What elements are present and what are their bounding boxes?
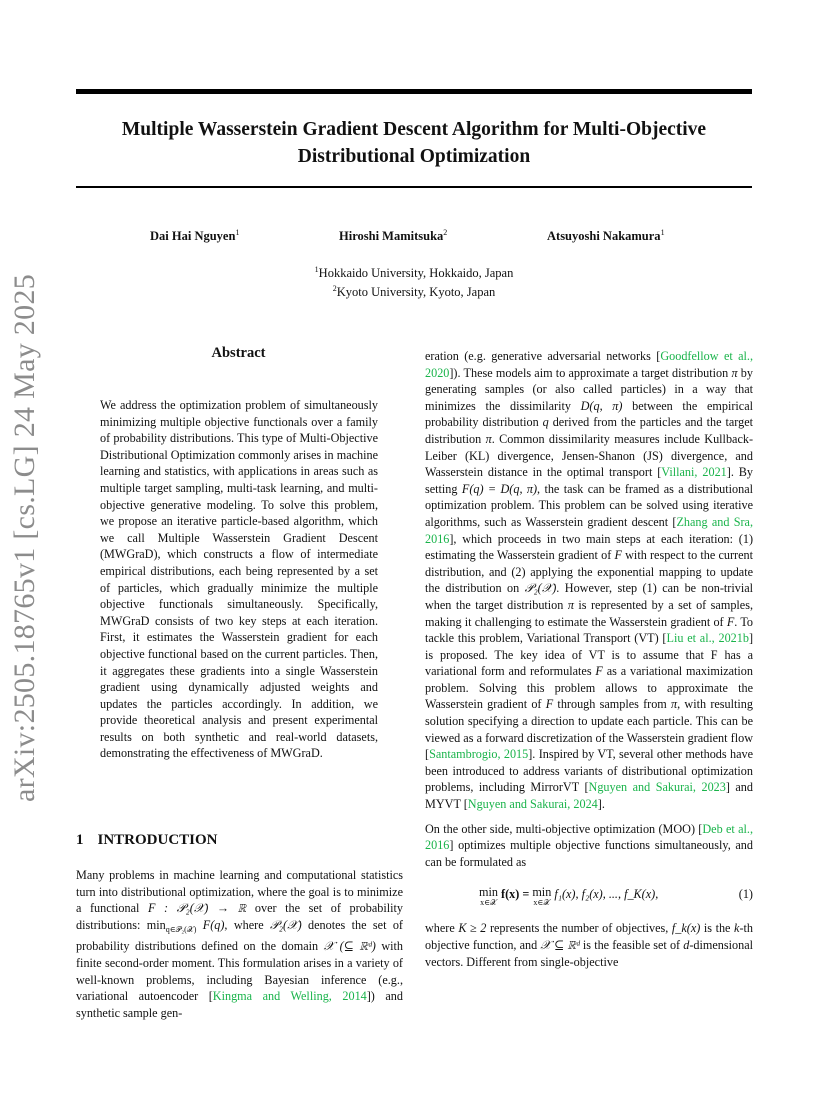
section-heading <box>76 832 218 849</box>
intro-paragraph-1: Many problems in machine learning and computational statistics turn into distributional optimization, where the goal is to minimize a functional F : 𝒫₂(𝒳) → ℝ over the set of probability distributions: $\min_{q\in 𝒫_2(𝒳)} F(q)$, where 𝒫₂(𝒳) denotes the set of probability distributions defined on the domain 𝒳 (⊆ ℝᵈ) with finite second-order moment. This formulation arises in a variety of well-known problems, including Bayesian inference (e.g., variational autoencoder [Kingma and Welling, 2014]) and synthetic sample gen- <box>76 868 403 1020</box>
citation-link[interactable]: Liu et al., 2021b <box>666 631 749 646</box>
title-line-2: Distributional Optimization <box>297 146 531 167</box>
citation-link[interactable]: Nguyen and Sakurai, 2024 <box>467 797 598 812</box>
paper-title <box>76 116 752 170</box>
abstract-heading: Abstract <box>211 345 266 361</box>
affiliation-2: $^2$Kyoto University, Kyoto, Japan <box>332 284 496 300</box>
title-line-1: Multiple Wasserstein Gradient Descent Algorithm for Multi-Objective <box>121 119 707 140</box>
intro-left-column <box>76 867 403 1021</box>
citation-link[interactable]: Zhang and Sra, 2016 <box>425 514 753 546</box>
affiliation-1: $^1$Hokkaido University, Hokkaido, Japan <box>314 265 514 281</box>
section-number: 1 <box>76 832 84 848</box>
intro-paragraph-2: eration (e.g. generative adversarial networks [Goodfellow et al., 2020]). These models aim to approximate a target distribution π by generating samples (or also called particles) in a way that minimizes the dissimilarity D(q, π) between the empirical probability distribution q derived from the particles and the target distribution π. Common dissimilarity measures include Kullback-Leiber (KL) divergence, Jensen-Shanon (JS) divergence, and Wasserstein distance in the optimal transport [Villani, 2021]. By setting F(q) = D(q, π), the task can be framed as a distributional optimization problem. This problem can be solved using iterative algorithms, such as Wasserstein gradient descent [Zhang and Sra, 2016], which proceeds in two main steps at each iteration: (1) estimating the Wasserstein gradient of F with respect to the current distribution, and (2) applying the exponential mapping to update the distribution on 𝒫₂(𝒳). However, step (1) can be non-trivial when the target distribution π is represented by a set of samples, making it challenging to estimate the Wasserstein gradient of F. To tackle this problem, Variational Transport (VT) [Liu et al., 2021b] is proposed. The key idea of VT is to assume that F has a variational form and reformulates F as a variational maximization problem. Solving this problem allows to approximate the Wasserstein gradient of F through samples from π, with resulting solution specifying a direction to update each particle. This can be viewed as a forward discretization of the Wasserstein gradient flow [Santambrogio, 2015]. Inspired by VT, several other methods have been introduced to address variants of distributional optimization problems, including MirrorVT [Nguyen and Sakurai, 2023] and MYVT [Nguyen and Sakurai, 2024]. <box>425 349 754 812</box>
affiliations <box>0 262 828 300</box>
equation-number: (1) <box>738 887 753 902</box>
intro-paragraph-3: On the other side, multi-objective optimization (MOO) [Deb et al., 2016] optimizes multiple objective functions simultaneously, and can be formulated as <box>425 821 753 869</box>
citation-link[interactable]: Villani, 2021 <box>661 465 727 480</box>
intro-right-column <box>425 348 753 970</box>
citation-link[interactable]: Goodfellow et al., 2020 <box>425 349 754 380</box>
equation-body: min x∈𝒳 f(x) = min x∈𝒳 f₁(x), f₂(x), ..., f_K(x), <box>479 885 659 908</box>
title-top-rule <box>76 89 752 94</box>
author-3: Atsuyoshi Nakamura$^1$ <box>547 228 665 244</box>
author-1: Dai Hai Nguyen$^1$ <box>150 228 240 244</box>
title-bottom-rule <box>76 186 752 188</box>
citation-link[interactable]: Deb et al., 2016 <box>425 821 753 853</box>
section-title: INTRODUCTION <box>97 832 218 848</box>
author-2: Hiroshi Mamitsuka$^2$ <box>339 228 448 244</box>
citation-link[interactable]: Nguyen and Sakurai, 2023 <box>588 780 726 795</box>
intro-paragraph-4: where K ≥ 2 represents the number of objectives, f_k(x) is the k-th objective function, and 𝒳 ⊆ ℝᵈ is the feasible set of d-dimensional vectors. Different from single-objective <box>425 921 753 969</box>
citation-link[interactable]: Kingma and Welling, 2014 <box>212 989 367 1004</box>
arxiv-identifier-stamp: arXiv:2505.18765v1 [cs.LG] 24 May 2025 <box>8 274 41 802</box>
equation-1 <box>425 878 753 914</box>
citation-link[interactable]: Santambrogio, 2015 <box>429 747 529 762</box>
abstract-text: We address the optimization problem of simultaneously minimizing multiple objective functionals over a family of probability distributions. This type of Multi-Objective Distributional Optimization commonly arises in machine learning and statistics, with applications in areas such as multiple target sampling, multi-task learning, and multi-objective generative modeling. To solve this problem, we propose an iterative particle-based algorithm, which we call Multiple Wasserstein Gradient Descent (MWGraD), which constructs a flow of intermediate empirical distributions, each being represented by a set of particles, which gradually minimize the multiple objective functionals simultaneously. Specifically, MWGraD consists of two key steps at each iteration. First, it estimates the Wasserstein gradient for each objective functional based on the current particles. Then, it aggregates these gradients into a single Wasserstein gradient using dynamically adjusted weights and updates the particles accordingly. In addition, we provide theoretical analysis and present experimental results on both synthetic and real-world datasets, demonstrating the effectiveness of MWGraD. <box>100 398 378 761</box>
